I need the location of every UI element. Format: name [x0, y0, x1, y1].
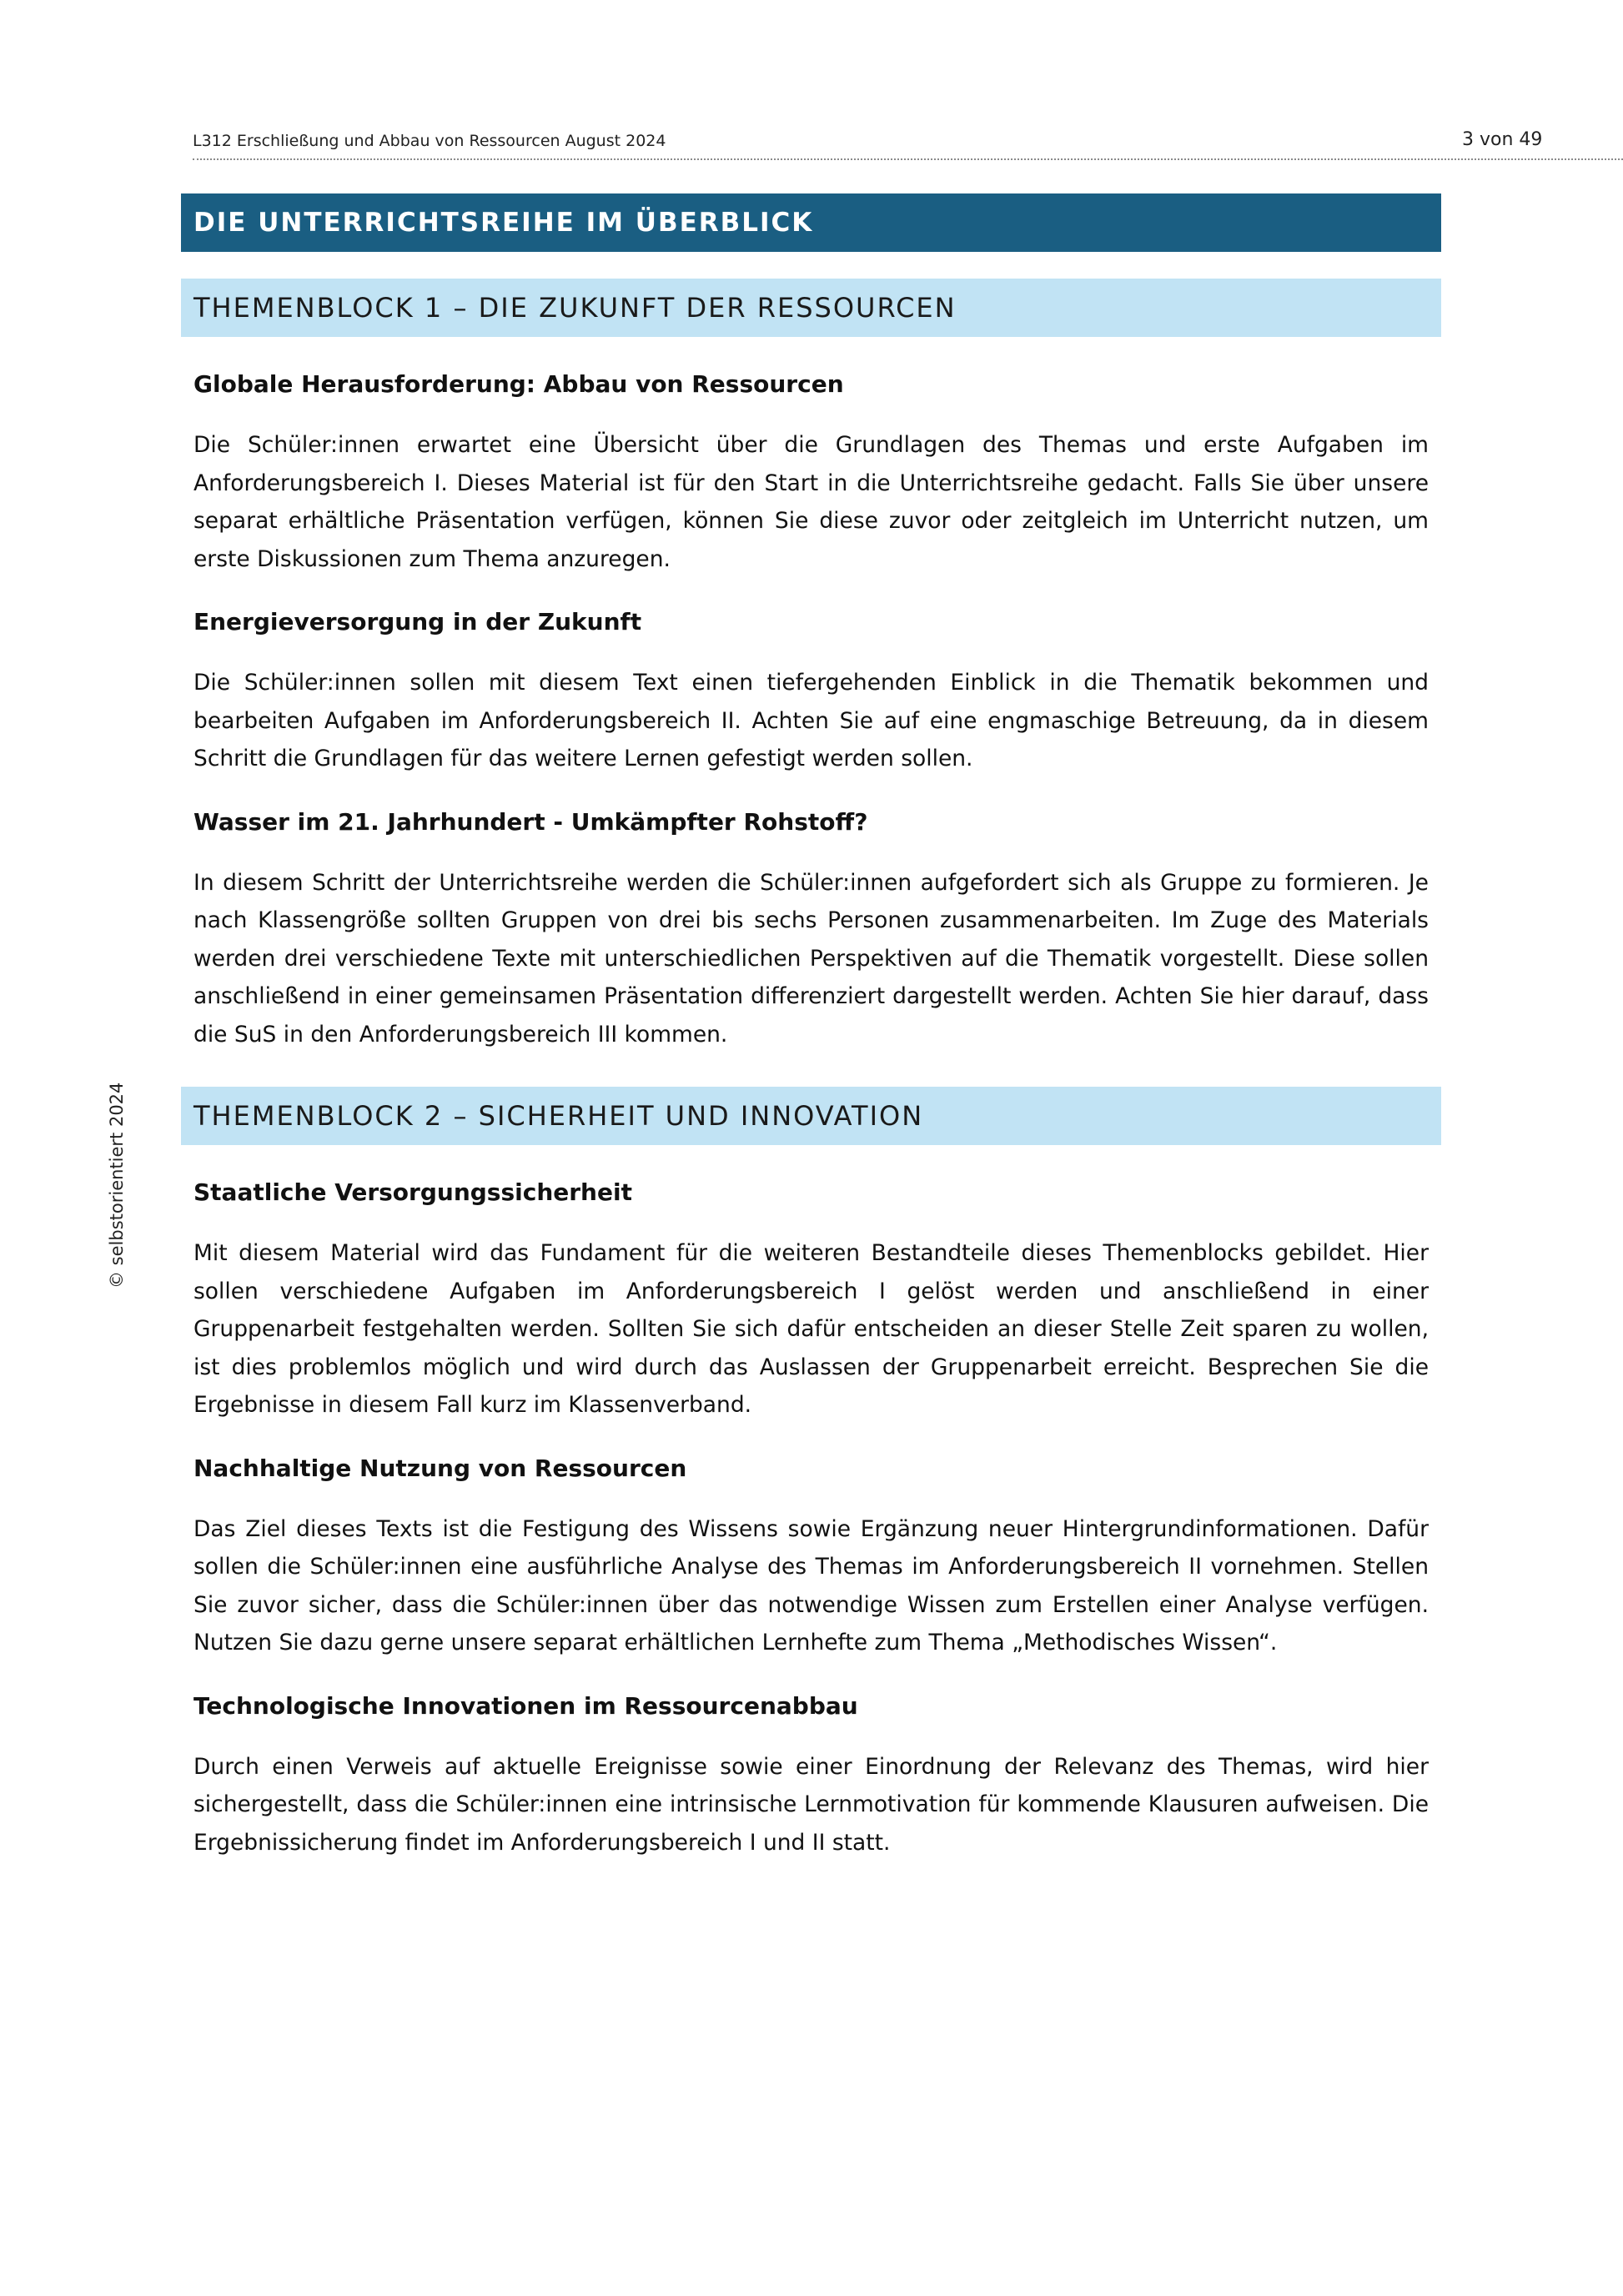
- section: [193, 1687, 1429, 1862]
- section: [193, 1173, 1429, 1424]
- section-heading: Staatliche Versorgungssicherheit: [193, 1178, 632, 1206]
- section-text: In diesem Schritt der Unterrichtsreihe werden die Schüler:innen aufgefordert sich als Gruppe zu formieren. Je nach Klassengröße sollten Gruppen von drei bis sechs Personen zusammenarbeiten. Im Zuge des Materials werden drei verschiedene Texte mit unterschiedlichen Perspektiven auf die Thematik vorgestellt. Diese sollen anschließend in einer gemeinsamen Präsentation differenziert dargestellt werden. Achten Sie hier darauf, dass die SuS in den Anforderungsbereich III kommen.: [193, 869, 1429, 1048]
- themenblock-2-banner: THEMENBLOCK 2 – SICHERHEIT UND INNOVATION: [181, 1087, 1441, 1145]
- themenblock-1-banner: THEMENBLOCK 1 – DIE ZUKUNFT DER RESSOURCEN: [181, 279, 1441, 337]
- page-number: 3 von 49: [1462, 129, 1543, 150]
- section-heading: Energieversorgung in der Zukunft: [193, 608, 642, 636]
- section-text: Die Schüler:innen erwartet eine Übersicht über die Grundlagen des Themas und erste Aufgaben im Anforderungsbereich I. Dieses Material ist für den Start in die Unterrichtsreihe gedacht. Falls Sie über unsere separat erhältliche Präsentation verfügen, können Sie diese zuvor oder zeitgleich im Unterricht nutzen, um erste Diskussionen zum Thema anzuregen.: [193, 432, 1429, 572]
- themenblock-1-sections: [181, 337, 1441, 1053]
- section-heading: Globale Herausforderung: Abbau von Ressourcen: [193, 370, 844, 398]
- section: [193, 1449, 1429, 1662]
- section-heading: Wasser im 21. Jahrhundert - Umkämpfter Rohstoff?: [193, 807, 868, 836]
- section: [193, 365, 1429, 578]
- section-text: Durch einen Verweis auf aktuelle Ereignisse sowie einer Einordnung der Relevanz des Themas, wird hier sichergestellt, dass die Schüler:innen eine intrinsische Lernmotivation für kommende Klausuren aufweisen. Die Ergebnissicherung findet im Anforderungsbereich I und II statt.: [193, 1753, 1429, 1856]
- page-header: [193, 129, 1623, 160]
- themenblock-2-sections: [181, 1145, 1441, 1861]
- section-heading: Nachhaltige Nutzung von Ressourcen: [193, 1454, 687, 1482]
- section: [193, 603, 1429, 778]
- main-title-banner: DIE UNTERRICHTSREIHE IM ÜBERBLICK: [181, 193, 1441, 252]
- section: [193, 803, 1429, 1054]
- document-title: L312 Erschließung und Abbau von Ressourcen August 2024: [193, 132, 666, 150]
- section-text: Mit diesem Material wird das Fundament für die weiteren Bestandteile dieses Themenblocks gebildet. Hier sollen verschiedene Aufgaben im Anforderungsbereich I gelöst werden und anschließend in einer Gruppenarbeit festgehalten werden. Sollten Sie sich dafür entscheiden an dieser Stelle Zeit sparen zu wollen, ist dies problemlos möglich und wird durch das Auslassen der Gruppenarbeit erreicht. Besprechen Sie die Ergebnisse in diesem Fall kurz im Klassenverband.: [193, 1240, 1429, 1418]
- section-text: Das Ziel dieses Texts ist die Festigung des Wissens sowie Ergänzung neuer Hintergrundinformationen. Dafür sollen die Schüler:innen eine ausführliche Analyse des Themas im Anforderungsbereich II vornehmen. Stellen Sie zuvor sicher, dass die Schüler:innen über das notwendige Wissen zum Erstellen einer Analyse verfügen. Nutzen Sie dazu gerne unsere separat erhältlichen Lernhefte zum Thema „Methodisches Wissen“.: [193, 1515, 1429, 1655]
- copyright-notice: © selbstorientiert 2024: [107, 1082, 127, 1289]
- section-heading: Technologische Innovationen im Ressourcenabbau: [193, 1691, 858, 1720]
- section-text: Die Schüler:innen sollen mit diesem Text einen tiefergehenden Einblick in die Thematik bekommen und bearbeiten Aufgaben im Anforderungsbereich II. Achten Sie auf eine engmaschige Betreuung, da in diesem Schritt die Grundlagen für das weitere Lernen gefestigt werden sollen.: [193, 670, 1429, 771]
- page-content: [181, 193, 1441, 1861]
